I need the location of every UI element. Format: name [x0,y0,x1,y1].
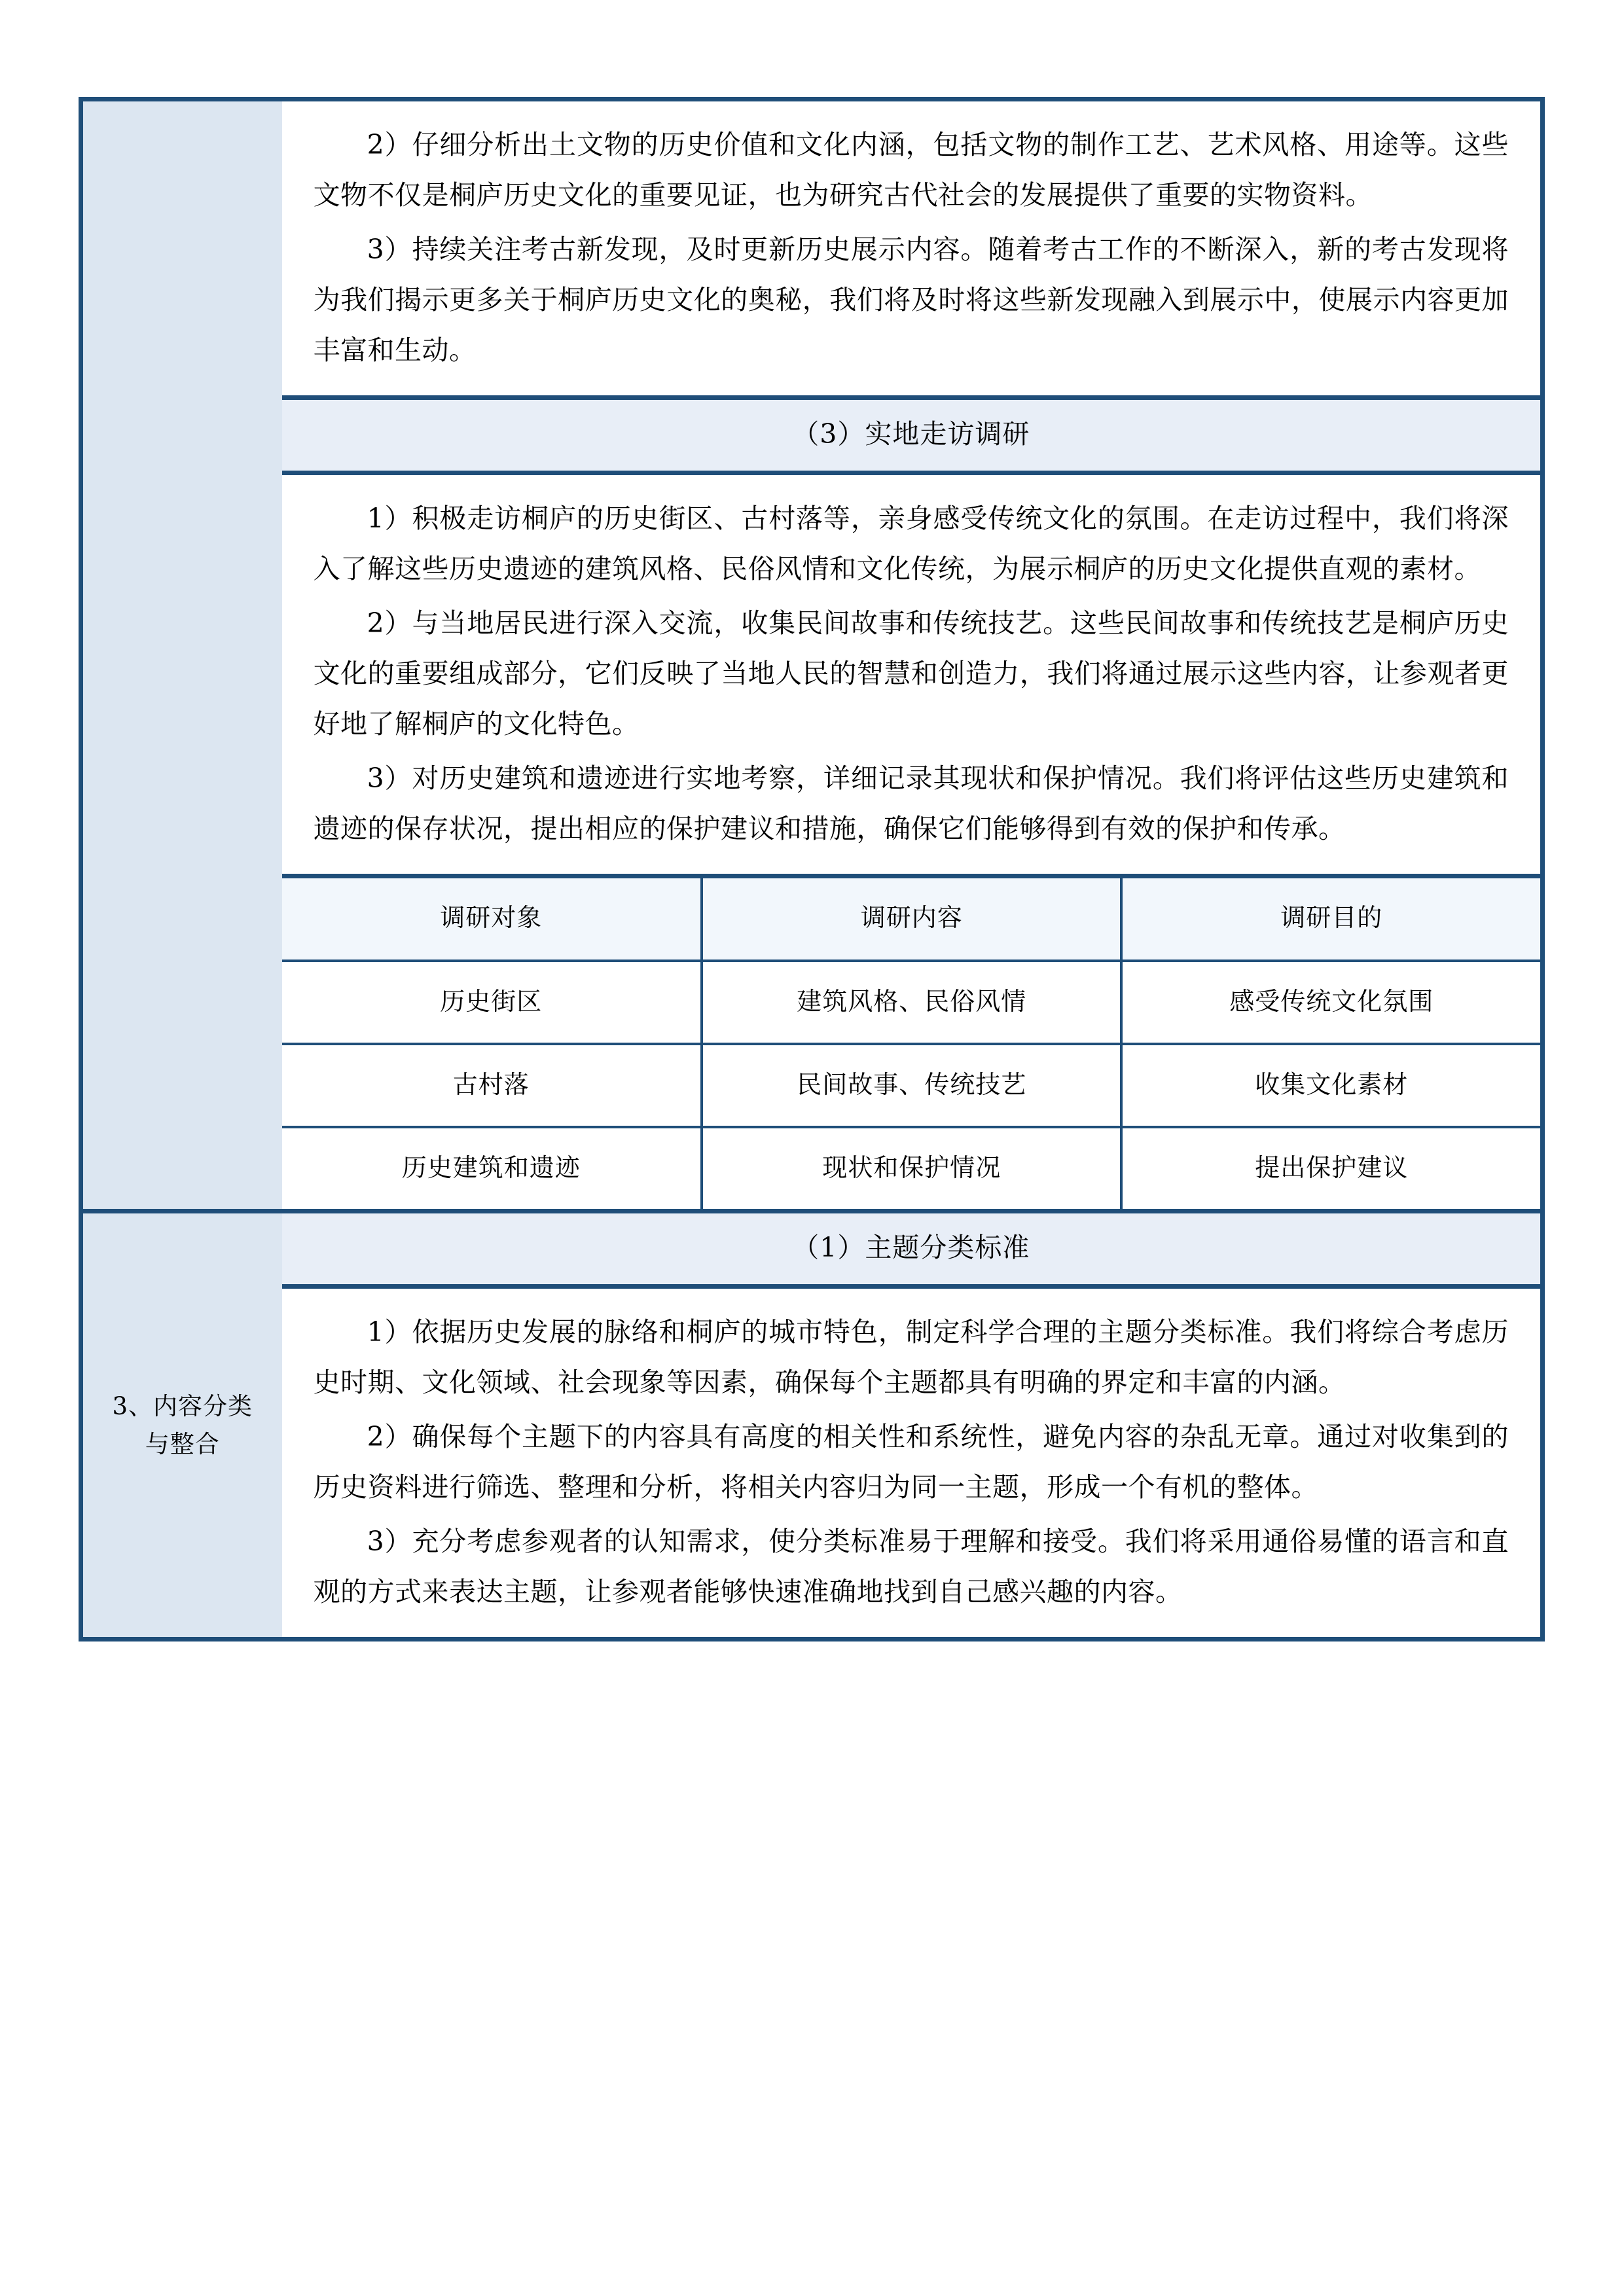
table-row [81,99,1543,1211]
table-cell: 现状和保护情况 [702,1127,1121,1209]
table-cell: 历史街区 [282,961,702,1044]
column-header-purpose: 调研目的 [1121,878,1540,960]
section-heading: （3）实地走访调研 [282,395,1540,475]
table-header-row [282,878,1540,960]
table-cell: 民间故事、传统技艺 [702,1044,1121,1127]
table-row [282,1044,1540,1127]
table-cell: 收集文化素材 [1121,1044,1540,1127]
paragraph-block [282,1289,1540,1637]
outline-table [79,97,1545,1641]
table-row [282,1127,1540,1209]
row-index-cell: 3、内容分类与整合 [81,1211,282,1640]
section-heading: （1）主题分类标准 [282,1213,1540,1289]
table-cell: 提出保护建议 [1121,1127,1540,1209]
column-header-subject: 调研对象 [282,878,702,960]
paragraph: 3）对历史建筑和遗迹进行实地考察，详细记录其现状和保护情况。我们将评估这些历史建筑和遗迹的保存状况，提出相应的保护建议和措施，确保它们能够得到有效的保护和传承。 [313,762,1509,845]
paragraph: 2）仔细分析出土文物的历史价值和文化内涵，包括文物的制作工艺、艺术风格、用途等。这些文物不仅是桐庐历史文化的重要见证，也为研究古代社会的发展提供了重要的实物资料。 [313,129,1509,211]
paragraph: 3）充分考虑参观者的认知需求，使分类标准易于理解和接受。我们将采用通俗易懂的语言和直观的方式来表达主题，让参观者能够快速准确地找到自己感兴趣的内容。 [313,1526,1509,1608]
paragraph: 1）积极走访桐庐的历史街区、古村落等，亲身感受传统文化的氛围。在走访过程中，我们将深入了解这些历史遗迹的建筑风格、民俗风情和文化传统，为展示桐庐的历史文化提供直观的素材。 [313,502,1509,584]
table-cell: 古村落 [282,1044,702,1127]
table-cell: 感受传统文化氛围 [1121,961,1540,1044]
paragraph: 3）持续关注考古新发现，及时更新历史展示内容。随着考古工作的不断深入，新的考古发现将为我们揭示更多关于桐庐历史文化的奥秘，我们将及时将这些新发现融入到展示中，使展示内容更加丰富和生动。 [313,234,1509,367]
paragraph: 2）与当地居民进行深入交流，收集民间故事和传统技艺。这些民间故事和传统技艺是桐庐历史文化的重要组成部分，它们反映了当地人民的智慧和创造力，我们将通过展示这些内容，让参观者更好地了解桐庐的文化特色。 [313,607,1509,740]
table-row [81,1211,1543,1640]
paragraph: 1）依据历史发展的脉络和桐庐的城市特色，制定科学合理的主题分类标准。我们将综合考虑历史时期、文化领域、社会现象等因素，确保每个主题都具有明确的界定和丰富的内涵。 [313,1316,1509,1398]
row-index-cell [81,99,282,1211]
survey-table [282,878,1540,1209]
paragraph-block [282,475,1540,874]
paragraph: 2）确保每个主题下的内容具有高度的相关性和系统性，避免内容的杂乱无章。通过对收集到的历史资料进行筛选、整理和分析，将相关内容归为同一主题，形成一个有机的整体。 [313,1420,1509,1503]
table-row [282,961,1540,1044]
paragraph-block [282,101,1540,395]
row-body-cell [282,99,1543,1211]
row-body-cell [282,1211,1543,1640]
survey-table-wrapper [282,874,1540,1209]
table-cell: 建筑风格、民俗风情 [702,961,1121,1044]
column-header-content: 调研内容 [702,878,1121,960]
table-cell: 历史建筑和遗迹 [282,1127,702,1209]
